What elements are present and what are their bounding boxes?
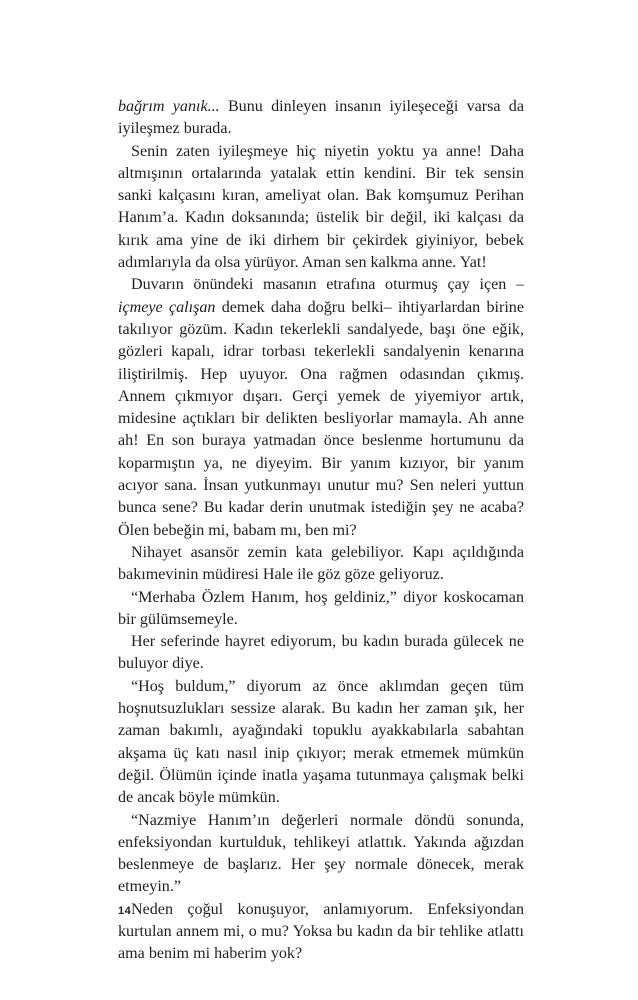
paragraph-4 <box>118 542 524 587</box>
italic-phrase: bağrım yanık... <box>118 98 220 115</box>
paragraph-3 <box>118 274 524 542</box>
paragraph-text: “Nazmiye Hanım’ın değerleri normale döndü sonunda, enfeksiyondan kurtulduk, tehlikeyi atlattık. Yakında ağızdan beslenmeye de başlarız. Her şey normale dönecek, merak etmeyin.” <box>118 811 524 896</box>
paragraph-text: “Hoş buldum,” diyorum az önce aklımdan geçen tüm hoşnutsuzlukları sessize alarak. Bu kadın her zaman şık, her zaman bakımlı, ayağındaki topuklu ayakkabılarla sabahtan akşama üç katı nasıl inip çıkıyor; merak etmemek mümkün değil. Ölümün içinde inatla yaşama tutunmaya çalışmak belki de ancak böyle mümkün. <box>118 677 524 807</box>
paragraph-6 <box>118 631 524 676</box>
paragraph-8 <box>118 810 524 899</box>
paragraph-text: “Merhaba Özlem Hanım, hoş geldiniz,” diyor koskocaman bir gülümsemeyle. <box>118 588 524 628</box>
paragraph-text: Duvarın önündeki masanın etrafına oturmuş çay içen – <box>131 276 524 294</box>
paragraph-text: Bunu dinleyen insanın iyileşeceği varsa da iyileşmez burada. <box>118 98 524 138</box>
paragraph-1 <box>118 96 524 141</box>
paragraph-text: Her seferinde hayret ediyorum, bu kadın burada gülecek ne buluyor diye. <box>118 633 524 673</box>
paragraph-9 <box>118 899 524 966</box>
paragraph-7 <box>118 676 524 810</box>
page-number: 14 <box>118 905 132 917</box>
paragraph-text: Senin zaten iyileşmeye hiç niyetin yoktu ya anne! Daha altmışının ortalarında yatalak ettin kendini. Bir tek sensin sanki kalçasını kıran, ameliyat olan. Bak komşumuz Perihan Hanım’a. Kadın doksanında; üstelik bir değil, iki kalçası da kırık ama yine de iki dirhem bir çekirdek giyiniyor, bebek adımlarıyla da olsa yürüyor. Aman sen kalkma anne. Yat! <box>118 142 524 272</box>
paragraph-text: Nihayet asansör zemin kata gelebiliyor. Kapı açıldığında bakımevinin müdiresi Hale ile göz göze geliyoruz. <box>118 543 524 584</box>
paragraph-text: demek daha doğru belki– ihtiyarlardan birine takılıyor gözüm. Kadın tekerlekli sandalyede, başı öne eğik, gözleri kapalı, idrar torbası tekerlekli sandalyenin kenarına iliştirilmiş. Hep uyuyor. Ona rağmen odasından çıkmış. Annem çıkmıyor dışarı. Gerçi yemek de yiyemiyor artık, midesine açtıkları bir delikten besliyorlar mamayla. Ah anne ah! En son buraya yatmadan önce beslenme hortumunu da koparmıştın ya, ne diyeyim. Bir yanım kızıyor, bir yanım acıyor sana. İnsan yutkunmayı unutur mu? Sen neleri yuttun bunca sene? Bu kadar derin unutmak istediğin şey ne acaba? Ölen bebeğin mi, babam mı, ben mi? <box>118 298 524 539</box>
paragraph-text: Neden çoğul konuşuyor, anlamıyorum. Enfeksiyondan kurtulan annem mi, o mu? Yoksa bu kadın da bir tehlike atlattı ama benim mi haberim yok? <box>118 900 524 963</box>
paragraph-5 <box>118 587 524 632</box>
body-text <box>118 96 524 966</box>
italic-phrase: içmeye çalışan <box>118 298 216 316</box>
paragraph-2 <box>118 141 524 275</box>
